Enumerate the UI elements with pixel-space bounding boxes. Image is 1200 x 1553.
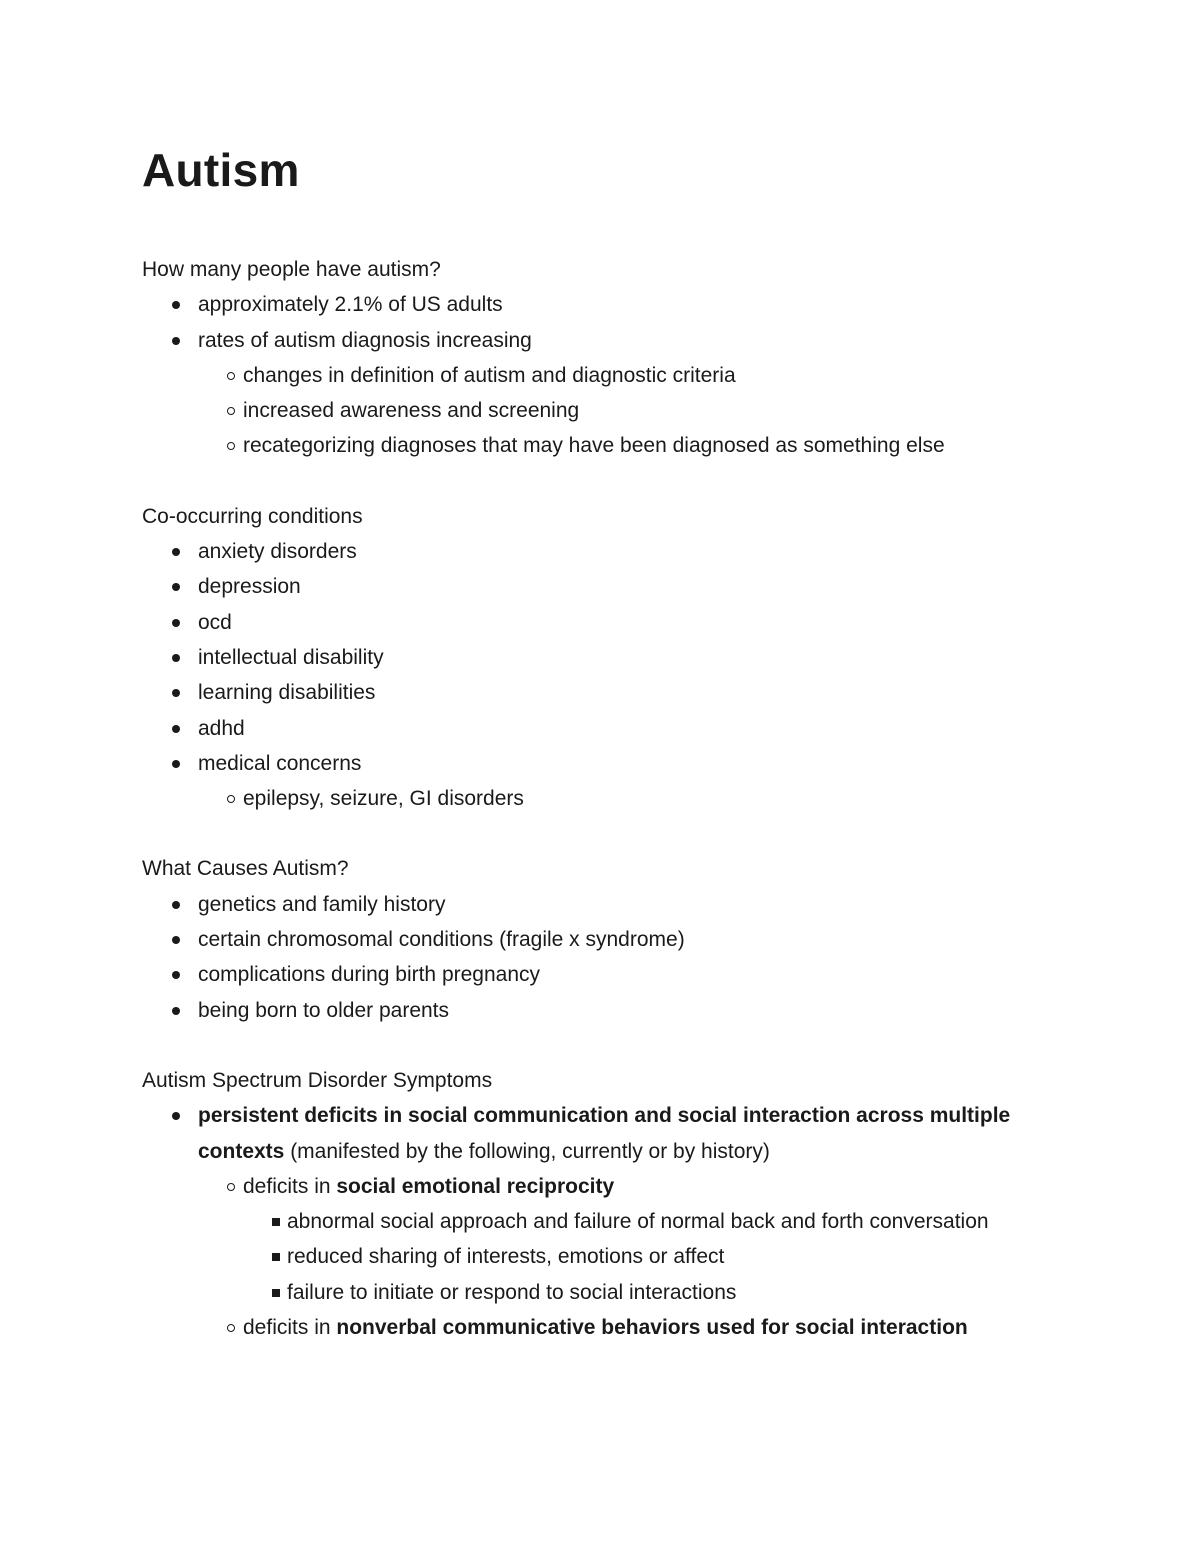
section-symptoms: [142, 1063, 1062, 1345]
list-item-text: anxiety disorders: [198, 540, 357, 564]
sub-list: [198, 358, 1062, 464]
bullet-disc-icon: [172, 583, 180, 591]
bullet-circle-icon: [227, 372, 235, 380]
document-title: Autism: [142, 144, 300, 196]
bullet-disc-icon: [172, 1007, 180, 1015]
bullet-disc-icon: [172, 1112, 180, 1120]
bullet-list: [142, 534, 1062, 816]
list-item-text: certain chromosomal conditions (fragile x syndrome): [198, 928, 685, 952]
sub-sub-list: [243, 1204, 1062, 1310]
sub-list-item: [198, 1169, 1062, 1310]
criterion-bold-text: persistent deficits in social communication and social interaction across multiple contexts: [198, 1104, 1011, 1163]
sub-list-item: [198, 781, 1062, 816]
bullet-circle-icon: [227, 1324, 235, 1332]
bullet-circle-icon: [227, 1183, 235, 1191]
bullet-disc-icon: [172, 548, 180, 556]
document-page: [142, 140, 1062, 1380]
list-item-text: recategorizing diagnoses that may have been diagnosed as something else: [243, 434, 945, 458]
list-item-text: learning disabilities: [198, 681, 376, 705]
bullet-disc-icon: [172, 654, 180, 662]
list-item-text: failure to initiate or respond to social interactions: [287, 1280, 737, 1304]
bullet-disc-icon: [172, 760, 180, 768]
list-item-text: complications during birth pregnancy: [198, 963, 541, 987]
criterion-text: (manifested by the following, currently or by history): [284, 1139, 770, 1163]
section-heading: How many people have autism?: [142, 258, 441, 281]
bullet-circle-icon: [227, 407, 235, 415]
section-heading: Co-occurring conditions: [142, 504, 363, 528]
deficit-prefix: deficits in: [243, 1316, 337, 1340]
section-prevalence: [142, 252, 1062, 464]
list-item-text: intellectual disability: [198, 645, 384, 669]
list-item: [142, 534, 1062, 569]
bullet-list: [142, 1098, 1062, 1345]
sub-sub-list-item: [243, 1204, 1062, 1239]
list-item-text: increased awareness and screening: [243, 399, 580, 423]
list-item: [142, 675, 1062, 710]
list-item-text: depression: [198, 575, 301, 599]
list-item: [142, 569, 1062, 604]
list-item: [142, 605, 1062, 640]
list-item-text: changes in definition of autism and diagnostic criteria: [243, 363, 736, 387]
section-heading: Autism Spectrum Disorder Symptoms: [142, 1068, 493, 1092]
section-co-occurring: [142, 499, 1062, 817]
list-item-text: abnormal social approach and failure of normal back and forth conversation: [287, 1210, 989, 1234]
list-item-text: rates of autism diagnosis increasing: [198, 328, 532, 352]
list-item: [142, 1098, 1062, 1345]
deficit-bold-text: social emotional reciprocity: [336, 1174, 615, 1198]
list-item: [142, 993, 1062, 1028]
deficit-prefix: deficits in: [243, 1174, 337, 1198]
section-causes: [142, 851, 1062, 1027]
bullet-square-icon: [272, 1253, 280, 1261]
bullet-disc-icon: [172, 725, 180, 733]
bullet-disc-icon: [172, 301, 180, 309]
section-heading: What Causes Autism?: [142, 857, 349, 881]
bullet-list: [142, 287, 1062, 463]
sub-sub-list-item: [243, 1275, 1062, 1310]
bullet-disc-icon: [172, 619, 180, 627]
sub-list-item: [198, 428, 1062, 463]
list-item-text: ocd: [198, 610, 232, 634]
bullet-disc-icon: [172, 901, 180, 909]
bullet-disc-icon: [172, 971, 180, 979]
list-item: [142, 287, 1062, 322]
bullet-list: [142, 887, 1062, 1028]
list-item-text: medical concerns: [198, 751, 362, 775]
list-item-text: adhd: [198, 716, 245, 740]
sub-list-item: [198, 393, 1062, 428]
sub-list: [198, 781, 1062, 816]
list-item-text: genetics and family history: [198, 892, 446, 916]
list-item: [142, 323, 1062, 464]
deficit-bold-text: nonverbal communicative behaviors used for social interaction: [336, 1316, 968, 1340]
bullet-square-icon: [272, 1218, 280, 1226]
list-item-text: being born to older parents: [198, 998, 450, 1022]
bullet-disc-icon: [172, 936, 180, 944]
list-item: [142, 711, 1062, 746]
bullet-square-icon: [272, 1289, 280, 1297]
bullet-disc-icon: [172, 689, 180, 697]
list-item: [142, 922, 1062, 957]
list-item-text: approximately 2.1% of US adults: [198, 293, 503, 317]
bullet-disc-icon: [172, 337, 180, 345]
list-item: [142, 887, 1062, 922]
sub-sub-list-item: [243, 1239, 1062, 1274]
sub-list: [198, 1169, 1062, 1345]
list-item: [142, 957, 1062, 992]
list-item: [142, 640, 1062, 675]
sub-list-item: [198, 1310, 1062, 1345]
bullet-circle-icon: [227, 442, 235, 450]
list-item-text: reduced sharing of interests, emotions or affect: [287, 1245, 725, 1269]
sub-list-item: [198, 358, 1062, 393]
bullet-circle-icon: [227, 795, 235, 803]
list-item: [142, 746, 1062, 817]
list-item-text: epilepsy, seizure, GI disorders: [243, 787, 524, 811]
